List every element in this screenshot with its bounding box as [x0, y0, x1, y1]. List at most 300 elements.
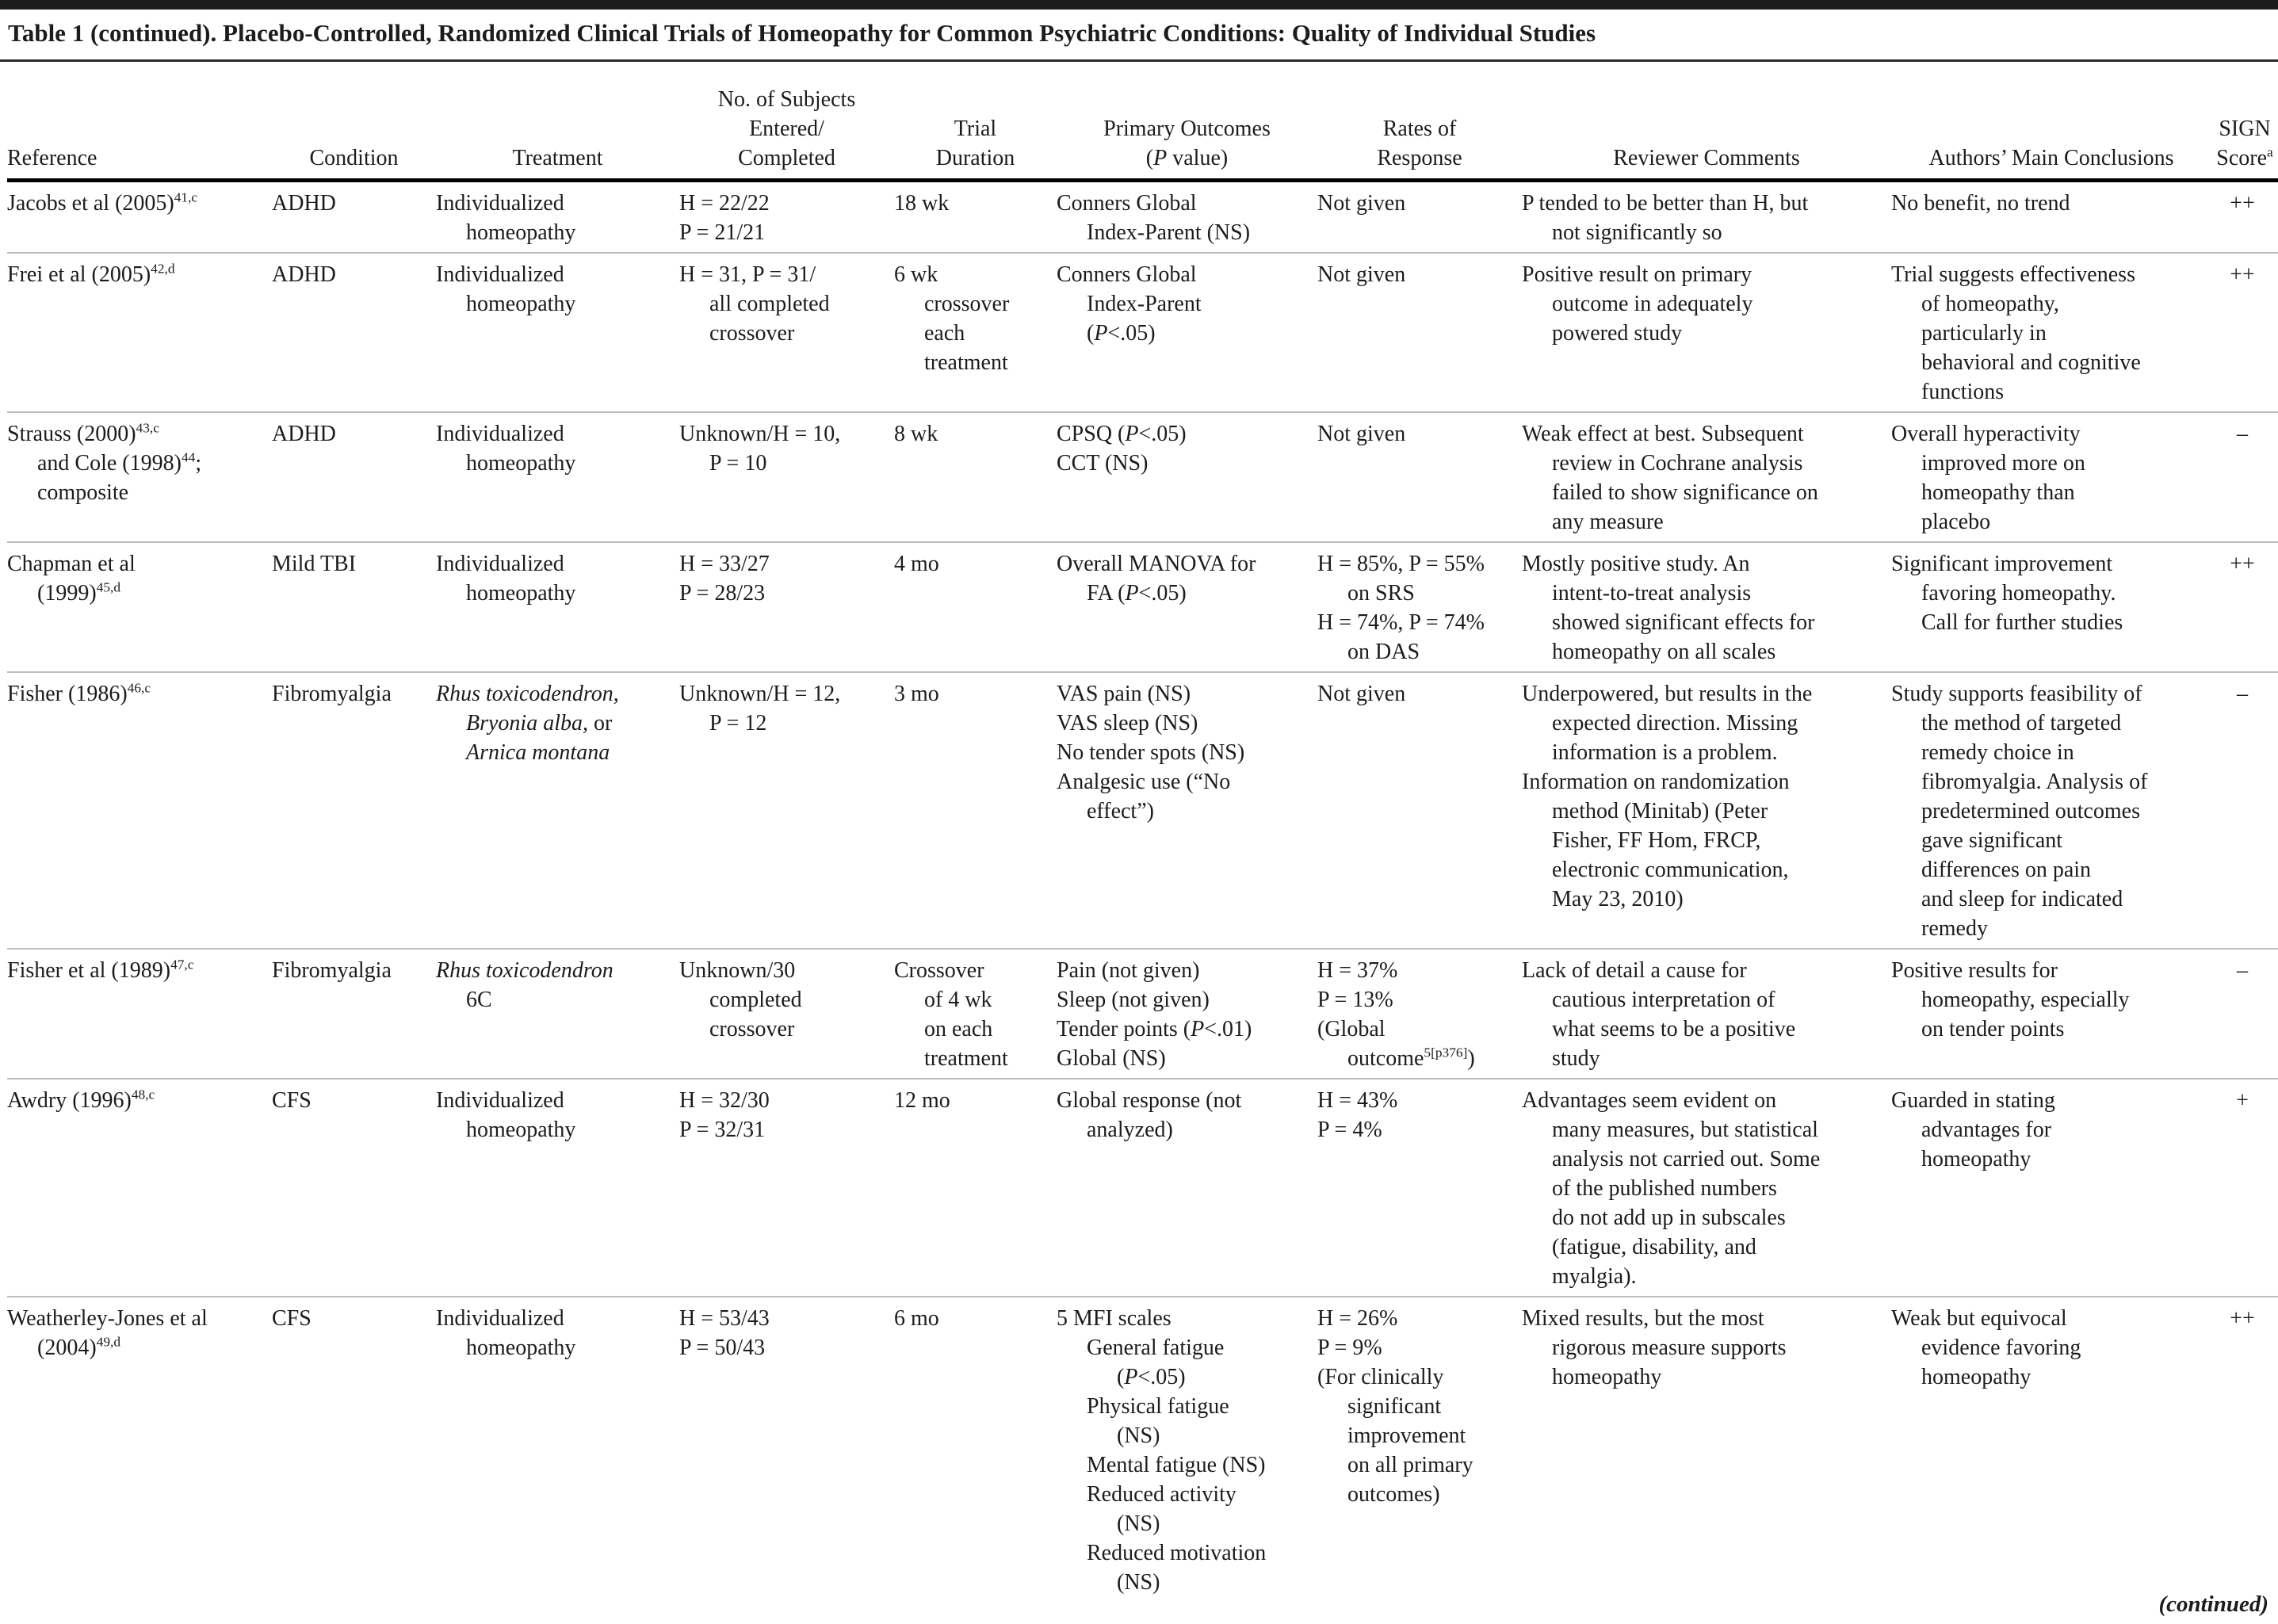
cell-line: Not given	[1317, 422, 1406, 446]
cell-rates	[1317, 189, 1522, 218]
cell-line: Call for further studies	[1921, 610, 2123, 635]
cell-rates	[1317, 679, 1522, 709]
cell-line: significant	[1347, 1394, 1442, 1419]
cell-line: 12 mo	[894, 1088, 950, 1113]
cell-rates	[1317, 1086, 1522, 1144]
cell-line: P = 13%	[1317, 988, 1393, 1012]
column-header-reference	[7, 143, 272, 173]
cell-line: Individualized	[436, 262, 564, 287]
cell-line: what seems to be a positive	[1552, 1017, 1796, 1041]
cell-condition	[272, 1086, 436, 1115]
cell-line: showed significant effects for	[1552, 610, 1815, 635]
cell-line: Arnica montana	[466, 740, 610, 765]
column-header-line: Entered/	[749, 117, 824, 141]
table-header-row	[7, 62, 2278, 182]
cell-line: all completed	[709, 292, 830, 316]
cell-duration	[894, 1086, 1057, 1115]
cell-treatment	[436, 419, 679, 478]
cell-reference	[7, 189, 272, 218]
cell-line: and Cole $(1998)^{44}$;	[37, 449, 202, 476]
cell-rates	[1317, 956, 1522, 1073]
cell-line: Conners Global	[1057, 262, 1197, 287]
cell-line: Index-Parent (NS)	[1087, 220, 1251, 245]
cell-line: Individualized	[436, 552, 564, 576]
cell-outcomes	[1057, 1304, 1317, 1597]
cell-line: behavioral and cognitive	[1921, 350, 2141, 375]
cell-line: Lack of detail a cause for	[1522, 958, 1747, 983]
cell-line: No benefit, no trend	[1891, 191, 2070, 216]
cell-line: on each	[924, 1017, 993, 1041]
cell-line: –	[2237, 958, 2248, 983]
cell-outcomes	[1057, 1086, 1317, 1144]
cell-line: homeopathy	[466, 581, 576, 606]
cell-line: Bryonia alba, or	[466, 711, 613, 736]
cell-line: CCT (NS)	[1057, 451, 1149, 476]
cell-line: ++	[2230, 191, 2255, 216]
cell-conclusions	[1891, 189, 2211, 218]
cell-line: and sleep for indicated	[1921, 887, 2123, 911]
cell-reviewer	[1522, 679, 1891, 914]
cell-line: 4 mo	[894, 552, 939, 576]
cell-line: crossover	[924, 292, 1010, 316]
cell-line: study	[1552, 1046, 1600, 1071]
column-header-line: No. of Subjects	[717, 87, 856, 112]
cell-line: homeopathy	[1921, 1365, 2031, 1389]
cell-line: homeopathy than	[1921, 480, 2075, 505]
cell-line: homeopathy	[466, 1118, 576, 1142]
cell-line: P = 21/21	[679, 220, 766, 245]
cell-line: homeopathy	[1921, 1147, 2031, 1171]
cell-conclusions	[1891, 419, 2211, 537]
cell-duration	[894, 260, 1057, 377]
cell-line: 3 mo	[894, 682, 939, 706]
cell-line: cautious interpretation of	[1552, 988, 1775, 1012]
table-row	[7, 1079, 2278, 1297]
cell-line: analysis not carried out. Some	[1552, 1147, 1821, 1171]
column-header-line: (P value)	[1145, 146, 1229, 170]
cell-treatment	[436, 260, 679, 319]
cell-line: (For clinically	[1317, 1365, 1444, 1389]
cell-treatment	[436, 1304, 679, 1362]
cell-outcomes	[1057, 679, 1317, 826]
cell-line: on SRS	[1347, 581, 1415, 606]
cell-reference	[7, 419, 272, 507]
column-header-line: Duration	[935, 146, 1015, 170]
column-header-line: Authors’ Main Conclusions	[1928, 146, 2174, 170]
cell-line: Tender points (P<.01)	[1057, 1017, 1252, 1041]
cell-line: Significant improvement	[1891, 552, 2113, 576]
cell-line: fibromyalgia. Analysis of	[1921, 770, 2148, 794]
cell-line: crossover	[709, 1017, 795, 1041]
cell-line: outcome in adequately	[1552, 292, 1753, 316]
cell-condition	[272, 679, 436, 709]
cell-line: do not add up in subscales	[1552, 1206, 1786, 1230]
cell-line: Chapman et al	[7, 552, 136, 576]
cell-line: Weak effect at best. Subsequent	[1522, 422, 1804, 446]
cell-line: not significantly so	[1552, 220, 1722, 245]
cell-line: advantages for	[1921, 1118, 2052, 1142]
cell-subjects	[679, 1304, 894, 1362]
cell-line: Jacobs et al $(2005)^{41,c}$	[7, 189, 198, 216]
cell-line: rigorous measure supports	[1552, 1336, 1787, 1360]
table-row	[7, 543, 2278, 673]
cell-line: effect”)	[1087, 799, 1154, 823]
cell-line: review in Cochrane analysis	[1552, 451, 1803, 476]
table-row	[7, 413, 2278, 543]
cell-line: (P<.05)	[1117, 1365, 1186, 1389]
cell-line: Global (NS)	[1057, 1046, 1166, 1071]
table-row	[7, 673, 2278, 950]
cell-subjects	[679, 260, 894, 348]
cell-line: Trial suggests effectiveness	[1891, 262, 2135, 287]
cell-treatment	[436, 679, 679, 767]
cell-sign	[2211, 679, 2278, 709]
column-header-line: Primary Outcomes	[1103, 117, 1271, 141]
cell-line: homeopathy, especially	[1921, 988, 2130, 1012]
cell-line: remedy	[1921, 916, 1988, 941]
column-header-line: SIGN	[2219, 117, 2271, 141]
cell-line: crossover	[709, 321, 795, 346]
cell-outcomes	[1057, 189, 1317, 247]
cell-line: Fisher et al $(1989)^{47,c}$	[7, 957, 194, 983]
cell-rates	[1317, 1304, 1522, 1509]
cell-outcomes	[1057, 260, 1317, 348]
cell-line: differences on pain	[1921, 858, 2092, 882]
cell-line: CFS	[272, 1306, 312, 1331]
cell-line: information is a problem.	[1552, 740, 1778, 765]
table-row	[7, 1297, 2278, 1602]
cell-line: (NS)	[1117, 1570, 1160, 1595]
cell-line: No tender spots (NS)	[1057, 740, 1245, 765]
cell-reviewer	[1522, 189, 1891, 247]
cell-line: homeopathy	[466, 292, 576, 316]
cell-subjects	[679, 679, 894, 738]
column-header-outcomes	[1057, 114, 1317, 173]
cell-line: Study supports feasibility of	[1891, 682, 2142, 706]
cell-line: on all primary	[1347, 1453, 1473, 1477]
table-row	[7, 950, 2278, 1079]
cell-condition	[272, 419, 436, 449]
cell-reviewer	[1522, 956, 1891, 1073]
cell-line: H = 85%, P = 55%	[1317, 552, 1485, 576]
cell-sign	[2211, 956, 2278, 985]
cell-line: Unknown/H = 12,	[679, 682, 841, 706]
cell-reviewer	[1522, 1086, 1891, 1291]
cell-duration	[894, 189, 1057, 218]
cell-reference	[7, 260, 272, 289]
column-header-line: Response	[1377, 146, 1462, 170]
column-header-line: Rates of	[1382, 117, 1457, 141]
cell-line: powered study	[1552, 321, 1683, 346]
cell-line: improvement	[1347, 1423, 1466, 1448]
cell-line: homeopathy	[1552, 1365, 1662, 1389]
cell-rates	[1317, 419, 1522, 449]
cell-line: ++	[2230, 1306, 2255, 1331]
cell-line: (NS)	[1117, 1511, 1160, 1536]
cell-line: H = 32/30	[679, 1088, 770, 1113]
cell-line: myalgia).	[1552, 1264, 1637, 1289]
cell-sign	[2211, 549, 2278, 579]
cell-line: Weatherley-Jones et al	[7, 1306, 208, 1331]
table-row	[7, 254, 2278, 413]
cell-reviewer	[1522, 260, 1891, 348]
column-header-sign	[2211, 114, 2278, 173]
cell-line: Rhus toxicodendron	[436, 958, 613, 983]
cell-line: Strauss $(2000)^{43,c}$	[7, 420, 159, 446]
cell-line: failed to show significance on	[1552, 480, 1818, 505]
cell-sign	[2211, 260, 2278, 289]
cell-line: Weak but equivocal	[1891, 1306, 2067, 1331]
cell-subjects	[679, 419, 894, 478]
cell-line: +	[2236, 1088, 2249, 1113]
cell-reviewer	[1522, 1304, 1891, 1392]
cell-line: H = 37%	[1317, 958, 1398, 983]
cell-duration	[894, 1304, 1057, 1333]
cell-line: completed	[709, 988, 802, 1012]
column-header-duration	[894, 114, 1057, 173]
cell-line: Fibromyalgia	[272, 682, 392, 706]
cell-reference	[7, 549, 272, 608]
cell-line: VAS pain (NS)	[1057, 682, 1191, 706]
cell-line: on DAS	[1347, 640, 1420, 664]
cell-line: any measure	[1552, 510, 1664, 534]
cell-line: of 4 wk	[924, 988, 992, 1012]
cell-sign	[2211, 419, 2278, 449]
cell-line: (Global	[1317, 1017, 1386, 1041]
cell-line: of homeopathy,	[1921, 292, 2059, 316]
cell-line: May 23, 2010)	[1552, 887, 1684, 911]
cell-line: Unknown/H = 10,	[679, 422, 841, 446]
cell-line: Fisher $(1986)^{46,c}$	[7, 680, 151, 706]
cell-line: Index-Parent	[1087, 292, 1202, 316]
cell-line: 6 mo	[894, 1306, 939, 1331]
cell-line: P = 32/31	[679, 1118, 766, 1142]
cell-line: of the published numbers	[1552, 1176, 1777, 1201]
cell-conclusions	[1891, 956, 2211, 1044]
cell-treatment	[436, 549, 679, 608]
column-header-line: Score$^a$	[2216, 144, 2273, 170]
cell-line: Individualized	[436, 1088, 564, 1113]
cell-line: Not given	[1317, 191, 1406, 216]
cell-line: P = 9%	[1317, 1336, 1382, 1360]
clinical-trials-table	[0, 62, 2278, 1602]
cell-line: Information on randomization	[1522, 770, 1790, 794]
cell-line: the method of targeted	[1921, 711, 2122, 736]
cell-line: H = 26%	[1317, 1306, 1398, 1331]
cell-subjects	[679, 189, 894, 247]
cell-conclusions	[1891, 549, 2211, 637]
cell-line: electronic communication,	[1552, 858, 1789, 882]
cell-sign	[2211, 1086, 2278, 1115]
cell-line: expected direction. Missing	[1552, 711, 1798, 736]
cell-line: 5 MFI scales	[1057, 1306, 1171, 1331]
cell-subjects	[679, 1086, 894, 1144]
cell-outcomes	[1057, 956, 1317, 1073]
cell-treatment	[436, 189, 679, 247]
cell-line: Analgesic use (“No	[1057, 770, 1231, 794]
cell-line: 8 wk	[894, 422, 938, 446]
cell-line: H = 43%	[1317, 1088, 1398, 1113]
cell-reviewer	[1522, 549, 1891, 667]
cell-line: Positive results for	[1891, 958, 2058, 983]
cell-line: H = 74%, P = 74%	[1317, 610, 1485, 635]
cell-line: P tended to be better than H, but	[1522, 191, 1809, 216]
cell-line: Rhus toxicodendron,	[436, 682, 619, 706]
cell-line: H = 33/27	[679, 552, 770, 576]
cell-treatment	[436, 956, 679, 1015]
cell-line: method (Minitab) (Peter	[1552, 799, 1768, 823]
cell-reference	[7, 1086, 272, 1115]
cell-reference	[7, 1304, 272, 1362]
cell-rates	[1317, 549, 1522, 667]
cell-line: Individualized	[436, 1306, 564, 1331]
cell-line: General fatigue	[1087, 1336, 1225, 1360]
table-title-block	[0, 10, 2278, 62]
cell-subjects	[679, 549, 894, 608]
cell-reviewer	[1522, 419, 1891, 537]
cell-line: ADHD	[272, 191, 336, 216]
cell-line: ++	[2230, 262, 2255, 287]
column-header-treatment	[436, 143, 679, 173]
cell-line: Unknown/30	[679, 958, 796, 983]
continued-note: (continued)	[2158, 1592, 2268, 1617]
cell-duration	[894, 956, 1057, 1073]
cell-line: $(2004)^{49,d}$	[37, 1334, 121, 1360]
cell-line: P = 50/43	[679, 1336, 766, 1360]
cell-line: Overall hyperactivity	[1891, 422, 2081, 446]
cell-line: Reduced motivation	[1087, 1541, 1267, 1565]
cell-line: Mental fatigue (NS)	[1087, 1453, 1266, 1477]
cell-line: on tender points	[1921, 1017, 2065, 1041]
cell-line: Mostly positive study. An	[1522, 552, 1750, 576]
cell-line: H = 31, P = 31/	[679, 262, 816, 287]
cell-line: intent-to-treat analysis	[1552, 581, 1752, 606]
cell-line: outcomes)	[1347, 1482, 1440, 1507]
cell-line: ADHD	[272, 422, 336, 446]
cell-line: Positive result on primary	[1522, 262, 1752, 287]
column-header-line: Trial	[954, 117, 997, 141]
cell-line: (fatigue, disability, and	[1552, 1235, 1756, 1259]
column-header-condition	[272, 143, 436, 173]
cell-line: CFS	[272, 1088, 312, 1113]
cell-line: many measures, but statistical	[1552, 1118, 1818, 1142]
cell-outcomes	[1057, 419, 1317, 478]
cell-line: Physical fatigue	[1087, 1394, 1229, 1419]
cell-line: CPSQ (P<.05)	[1057, 422, 1187, 446]
column-header-line: Treatment	[512, 146, 603, 170]
cell-line: 18 wk	[894, 191, 950, 216]
cell-line: Guarded in stating	[1891, 1088, 2055, 1113]
cell-line: composite	[37, 480, 129, 505]
cell-line: Sleep (not given)	[1057, 988, 1210, 1012]
column-header-reviewer	[1522, 143, 1891, 173]
cell-line: Mixed results, but the most	[1522, 1306, 1764, 1331]
cell-line: 6 wk	[894, 262, 938, 287]
cell-line: P = 28/23	[679, 581, 766, 606]
cell-reference	[7, 679, 272, 709]
table-title: Table 1 (continued). Placebo-Controlled, Randomized Clinical Trials of Homeopathy for Common Psychiatric Conditions: Quality of Individual Studies	[8, 19, 1596, 47]
cell-line: H = 53/43	[679, 1306, 770, 1331]
cell-line: evidence favoring	[1921, 1336, 2081, 1360]
cell-line: each	[924, 321, 965, 346]
cell-line: –	[2237, 682, 2248, 706]
cell-subjects	[679, 956, 894, 1044]
cell-line: homeopathy	[466, 451, 576, 476]
column-header-conclusions	[1891, 143, 2211, 173]
cell-duration	[894, 419, 1057, 449]
cell-line: homeopathy on all scales	[1552, 640, 1776, 664]
cell-line: Individualized	[436, 191, 564, 216]
cell-line: Mild TBI	[272, 552, 357, 576]
cell-conclusions	[1891, 679, 2211, 943]
cell-conclusions	[1891, 260, 2211, 407]
table-body	[7, 182, 2278, 1602]
cell-line: outcome$^{5[p376]}$)	[1347, 1045, 1475, 1071]
cell-line: Crossover	[894, 958, 984, 983]
cell-line: P = 12	[709, 711, 767, 736]
table-top-rule	[0, 0, 2278, 10]
table-row	[7, 182, 2278, 254]
cell-line: gave significant	[1921, 828, 2063, 853]
cell-line: Not given	[1317, 262, 1406, 287]
cell-condition	[272, 956, 436, 985]
cell-line: FA (P<.05)	[1087, 581, 1187, 606]
cell-condition	[272, 189, 436, 218]
cell-line: Awdry $(1996)^{48,c}$	[7, 1087, 155, 1113]
cell-reference	[7, 956, 272, 985]
cell-line: functions	[1921, 380, 2005, 404]
cell-line: Conners Global	[1057, 191, 1197, 216]
cell-line: Global response (not	[1057, 1088, 1242, 1113]
cell-condition	[272, 260, 436, 289]
cell-line: homeopathy	[466, 220, 576, 245]
cell-line: Frei et al $(2005)^{42,d}$	[7, 261, 175, 287]
cell-duration	[894, 549, 1057, 579]
cell-line: Pain (not given)	[1057, 958, 1200, 983]
cell-condition	[272, 1304, 436, 1333]
cell-line: Underpowered, but results in the	[1522, 682, 1813, 706]
cell-line: Fibromyalgia	[272, 958, 392, 983]
cell-line: VAS sleep (NS)	[1057, 711, 1198, 736]
cell-rates	[1317, 260, 1522, 289]
column-header-line: Completed	[738, 146, 835, 170]
cell-line: predetermined outcomes	[1921, 799, 2141, 823]
cell-line: remedy choice in	[1921, 740, 2074, 765]
cell-line: Reduced activity	[1087, 1482, 1236, 1507]
cell-line: Fisher, FF Hom, FRCP,	[1552, 828, 1761, 853]
column-header-line: Reviewer Comments	[1613, 146, 1800, 170]
column-header-line: Condition	[309, 146, 399, 170]
cell-line: P = 4%	[1317, 1118, 1382, 1142]
cell-line: ++	[2230, 552, 2255, 576]
cell-line: $(1999)^{45,d}$	[37, 579, 121, 606]
cell-line: improved more on	[1921, 451, 2085, 476]
cell-line: P = 10	[709, 451, 767, 476]
cell-line: favoring homeopathy.	[1921, 581, 2116, 606]
column-header-line: Reference	[7, 146, 97, 170]
cell-line: Overall MANOVA for	[1057, 552, 1256, 576]
cell-line: Individualized	[436, 422, 564, 446]
cell-line: H = 22/22	[679, 191, 770, 216]
cell-line: –	[2237, 422, 2248, 446]
cell-line: ADHD	[272, 262, 336, 287]
cell-conclusions	[1891, 1086, 2211, 1174]
cell-line: (NS)	[1117, 1423, 1160, 1448]
cell-line: 6C	[466, 988, 492, 1012]
cell-line: homeopathy	[466, 1336, 576, 1360]
cell-line: analyzed)	[1087, 1118, 1173, 1142]
column-header-rates	[1317, 114, 1522, 173]
